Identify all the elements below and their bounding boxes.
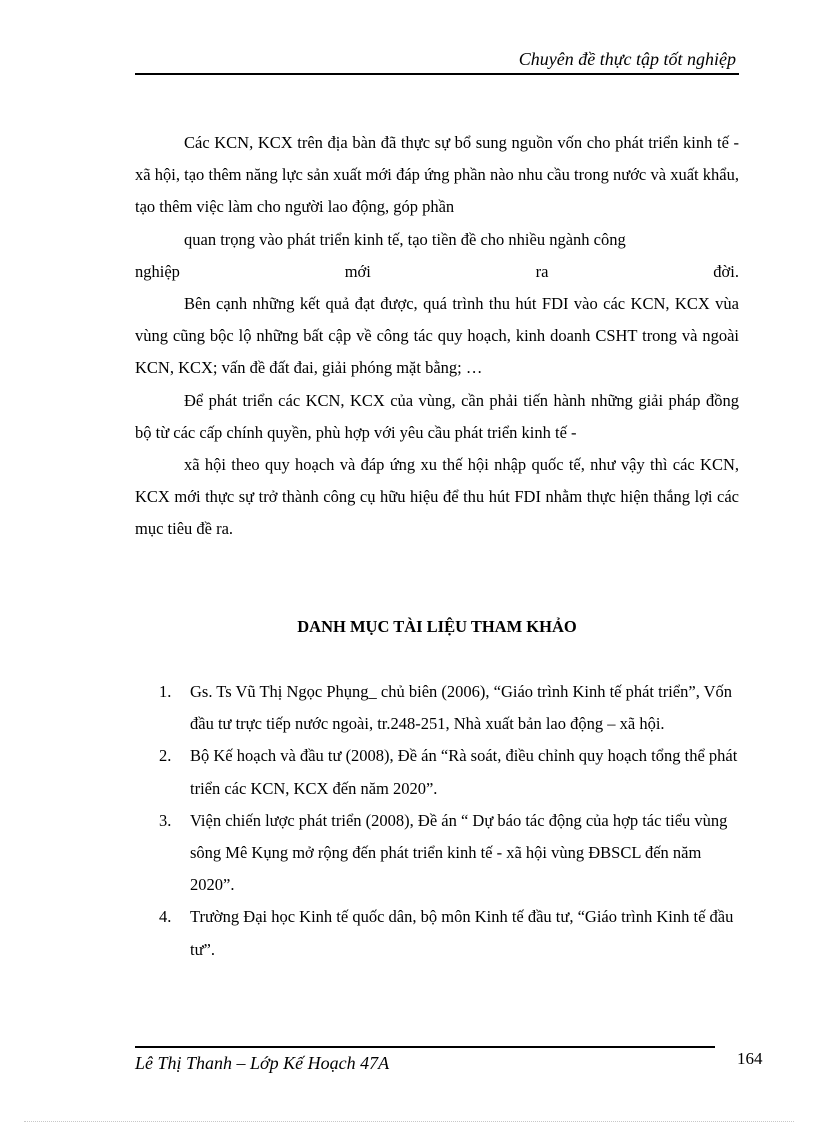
reference-number: 4.: [159, 907, 172, 927]
spread-word: mới: [344, 261, 371, 281]
paragraph-2: Bên cạnh những kết quả đạt được, quá trình thu hút FDI vào các KCN, KCX vùa vùng cũng bộc lộ những bất cập về công tác quy hoạch, kinh doanh CSHT trong và ngoài KCN, KCX; vấn đề đất đai, giải phóng mặt bằng; …: [135, 294, 739, 378]
reference-item: [159, 676, 739, 740]
body-text: [135, 127, 739, 546]
paragraph-1-continued: quan trọng vào phát triển kinh tế, tạo tiền đề cho nhiều ngành công: [184, 229, 626, 249]
reference-item: [159, 901, 739, 965]
reference-text: Bộ Kế hoạch và đầu tư (2008), Đề án “Rà soát, điều chỉnh quy hoạch tổng thể phát triển các KCN, KCX đến năm 2020”.: [190, 746, 738, 798]
paragraph-1-final-line: [135, 256, 739, 288]
reference-item: [159, 740, 739, 804]
reference-number: 1.: [159, 682, 172, 701]
references-list: [159, 676, 739, 966]
page-bottom-divider: [24, 1121, 794, 1122]
page-number: 164: [737, 1049, 763, 1068]
reference-number: 2.: [159, 746, 172, 766]
references-heading: DANH MỤC TÀI LIỆU THAM KHẢO: [297, 617, 577, 636]
reference-text: Gs. Ts Vũ Thị Ngọc Phụng_ chủ biên (2006), “Giáo trình Kinh tế phát triển”, Vốn đầu tư trực tiếp nước ngoài, tr.248-251, Nhà xuất bản lao động – xã hội.: [190, 682, 733, 734]
reference-text: Trường Đại học Kinh tế quốc dân, bộ môn Kinh tế đầu tư, “Giáo trình Kinh tế đầu tư”.: [190, 907, 734, 959]
reference-text: Viện chiến lược phát triển (2008), Đề án “ Dự báo tác động của hợp tác tiểu vùng sông Mê Kụng mở rộng đến phát triển kinh tế - xã hội vùng ĐBSCL đến năm 2020”.: [190, 810, 728, 895]
paragraph-3: Để phát triển các KCN, KCX của vùng, cần phải tiến hành những giải pháp đồng bộ từ các cấp chính quyền, phù hợp với yêu cầu phát triển kinh tế -: [135, 390, 739, 442]
paragraph-1: Các KCN, KCX trên địa bàn đã thực sự bổ sung nguồn vốn cho phát triển kinh tế - xã hội, tạo thêm năng lực sản xuất mới đáp ứng phần nào nhu cầu trong nước và xuất khẩu, tạo thêm việc làm cho người lao động, góp phần: [135, 133, 739, 217]
spread-word: ra: [535, 261, 549, 281]
reference-item: [159, 805, 739, 902]
reference-number: 3.: [159, 810, 172, 830]
paragraph-3-continued: xã hội theo quy hoạch và đáp ứng xu thế hội nhập quốc tế, như vậy thì các KCN, KCX mới thực sự trở thành công cụ hữu hiệu để thu hút FDI nhằm thực hiện thắng lợi các mục tiêu đề ra.: [135, 455, 739, 539]
spread-word: nghiệp: [135, 261, 180, 281]
spread-word: đời.: [713, 261, 739, 281]
footer-author: Lê Thị Thanh – Lớp Kế Hoạch 47A: [135, 1053, 390, 1073]
header-rule: [135, 73, 739, 75]
running-header-title: Chuyên đề thực tập tốt nghiệp: [518, 49, 736, 69]
footer-rule: [135, 1046, 715, 1048]
